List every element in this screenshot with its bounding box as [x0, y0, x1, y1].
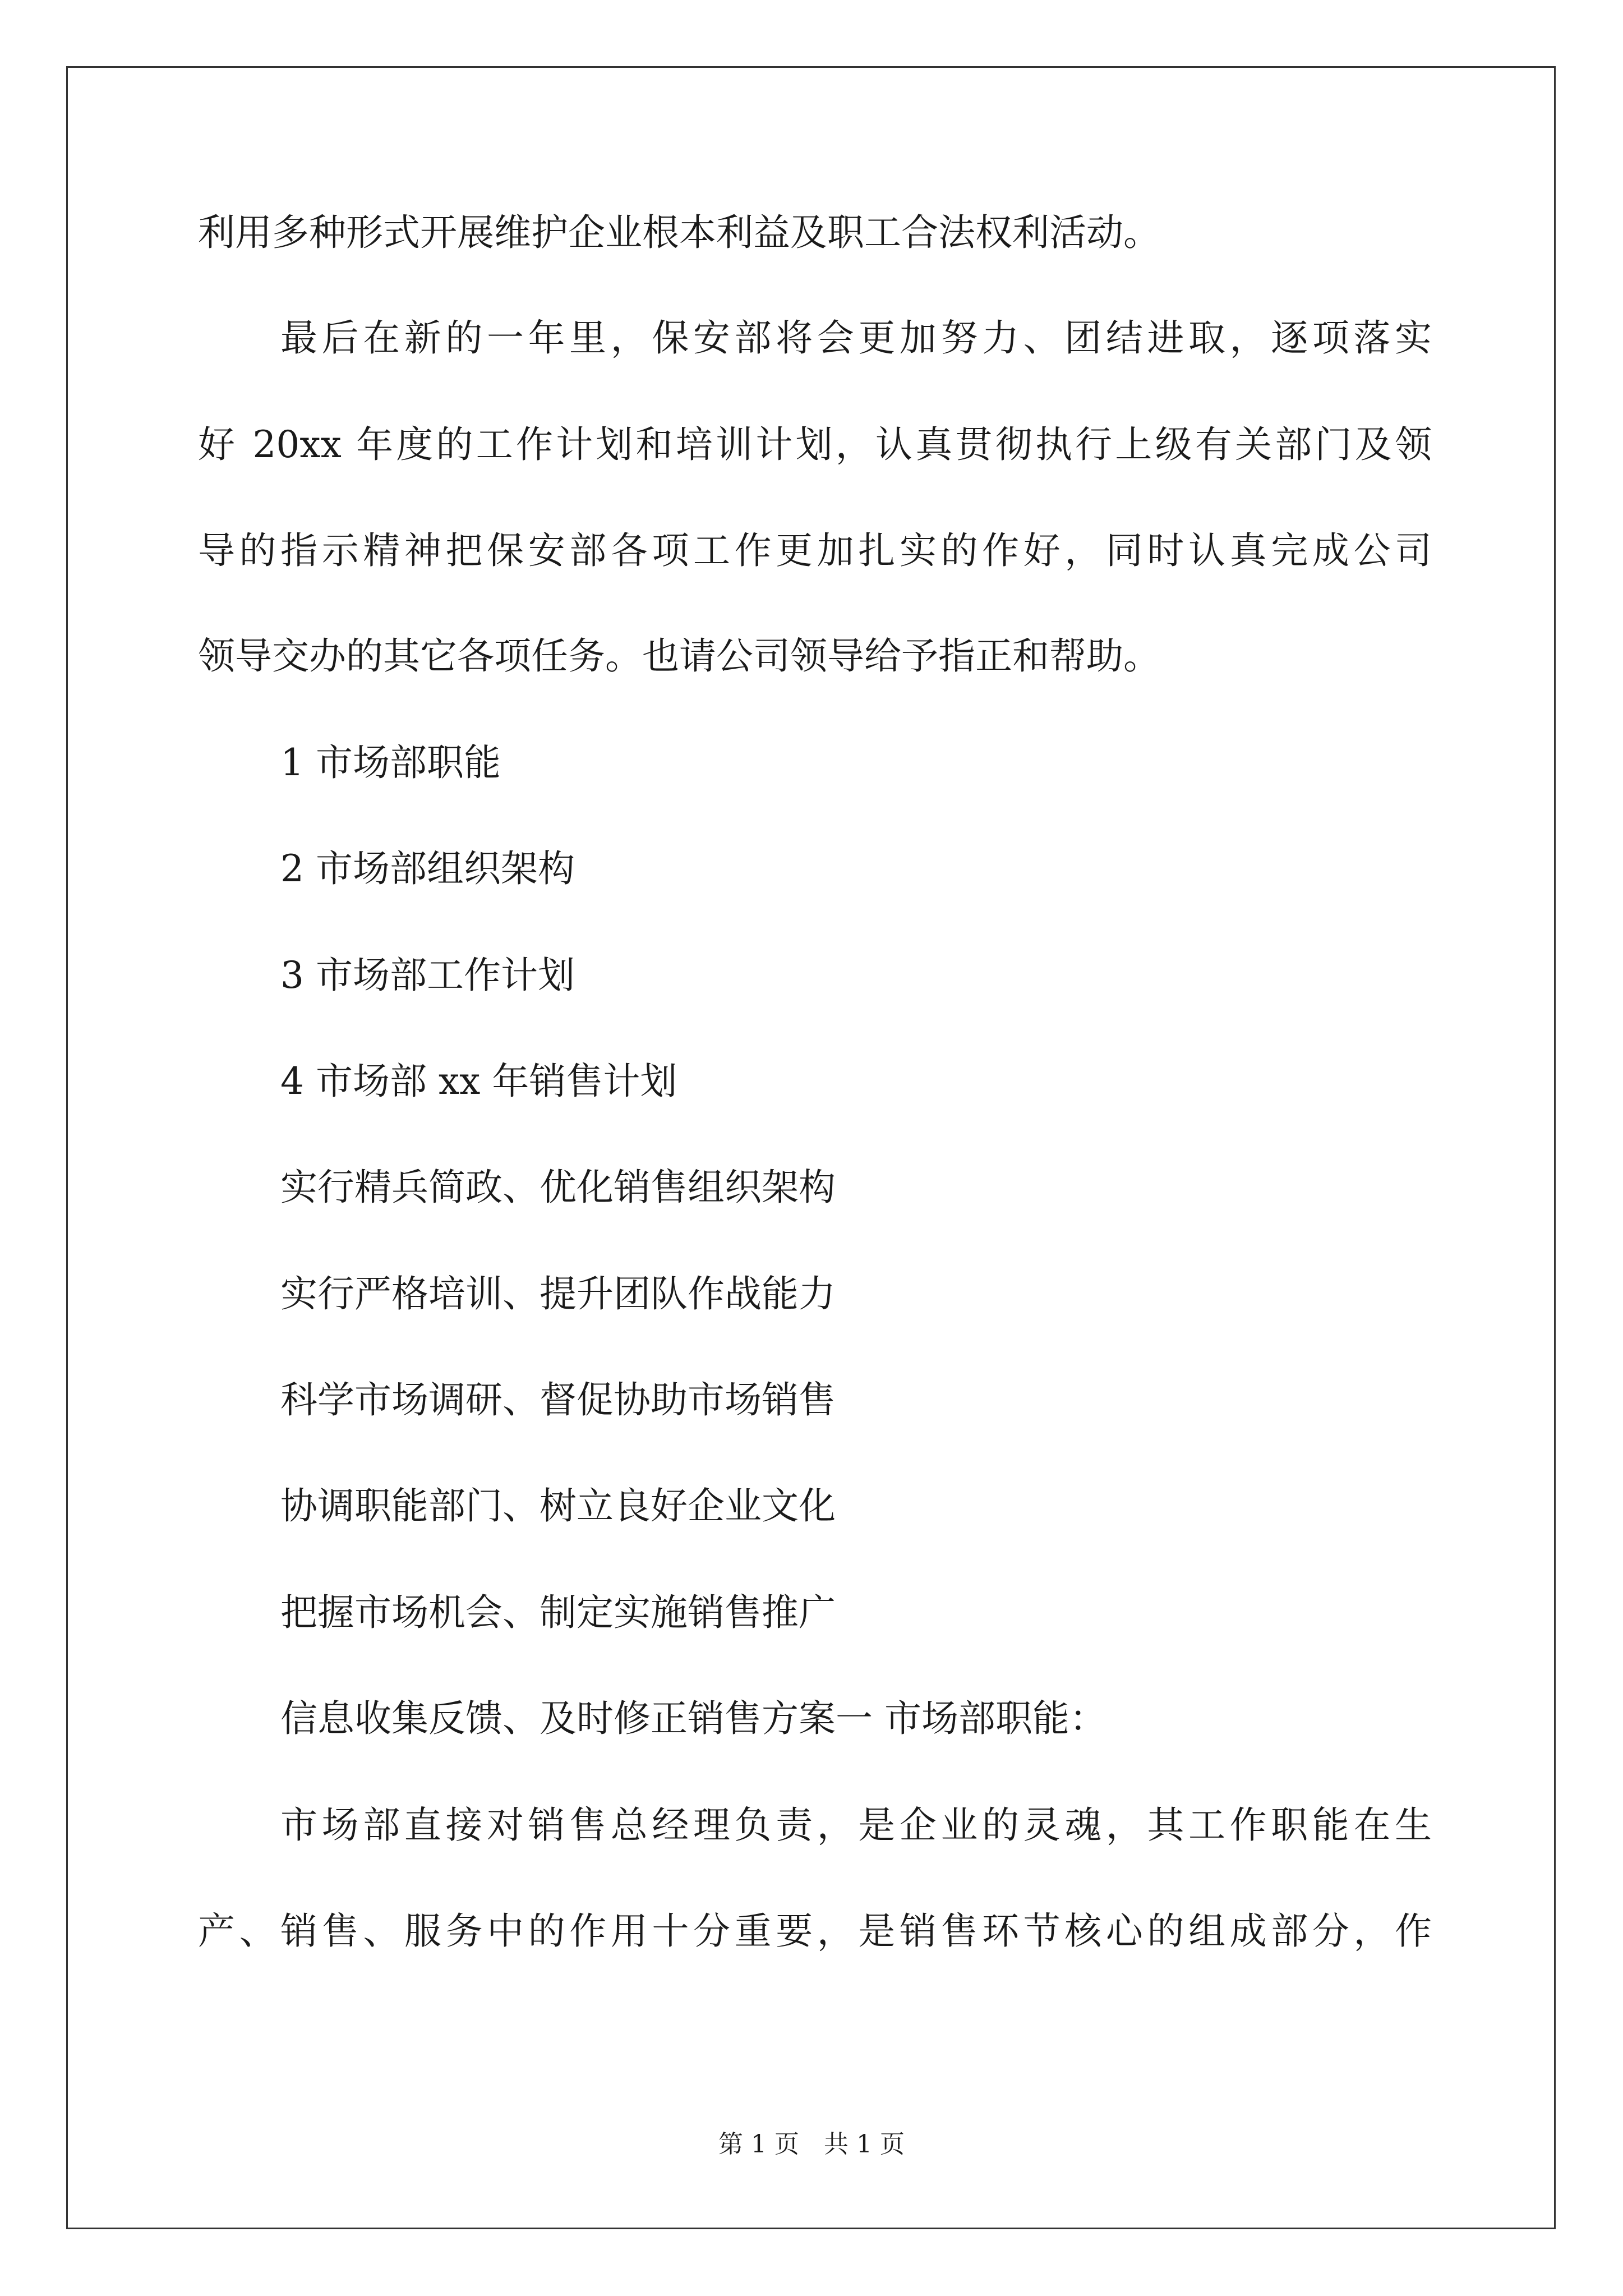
text-line-1: 利用多种形式开展维护企业根本利益及职工合法权利活动。 [198, 211, 1160, 254]
page-footer: 第 1 页 共 1 页 [718, 2130, 905, 2159]
text-line-12: 科学市场调研、督促协助市场销售 [280, 1378, 836, 1421]
text-line-11: 实行严格培训、提升团队作战能力 [280, 1272, 836, 1315]
text-line-3: 好 20xx 年度的工作计划和培训计划，认真贯彻执行上级有关部门及领 [198, 423, 1432, 466]
text-line-10: 实行精兵简政、优化销售组织架构 [280, 1166, 836, 1209]
text-line-5: 领导交办的其它各项任务。也请公司领导给予指正和帮助。 [198, 634, 1160, 678]
text-line-2: 最后在新的一年里，保安部将会更加努力、团结进取，逐项落实 [280, 316, 1432, 360]
text-line-16: 市场部直接对销售总经理负责，是企业的灵魂，其工作职能在生 [280, 1803, 1432, 1847]
text-line-14: 把握市场机会、制定实施销售推广 [280, 1591, 836, 1634]
list-item-3: 3 市场部工作计划 [280, 954, 575, 997]
page-border [66, 66, 1556, 2229]
list-item-1: 1 市场部职能 [280, 741, 501, 784]
list-item-2: 2 市场部组织架构 [280, 847, 575, 890]
list-item-4: 4 市场部 xx 年销售计划 [280, 1060, 677, 1103]
text-line-4: 导的指示精神把保安部各项工作更加扎实的作好，同时认真完成公司 [198, 529, 1432, 572]
text-line-17: 产、销售、服务中的作用十分重要，是销售环节核心的组成部分，作 [198, 1910, 1432, 1953]
text-line-13: 协调职能部门、树立良好企业文化 [280, 1484, 836, 1527]
text-line-15: 信息收集反馈、及时修正销售方案一 市场部职能： [280, 1697, 1106, 1740]
